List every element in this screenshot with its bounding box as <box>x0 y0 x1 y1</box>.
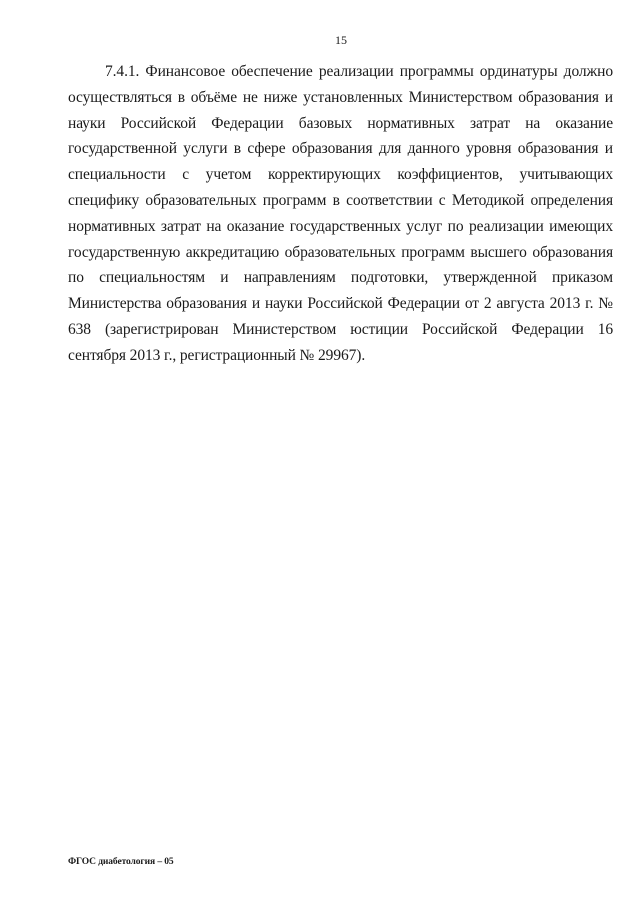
footer-label: ФГОС диабетология – 05 <box>68 857 174 867</box>
section-paragraph: 7.4.1. Финансовое обеспечение реализации программы ординатуры должно осуществляться в объёме не ниже установленных Министерством образования и науки Российской Федерации базовых нормативных затрат на оказание государственной услуги в сфере образования для данного уровня образования и специальности с учетом корректирующих коэффициентов, учитывающих специфику образовательных программ в соответствии с Методикой определения нормативных затрат на оказание государственных услуг по реализации имеющих государственную аккредитацию образовательных программ высшего образования по специальностям и направлениям подготовки, утвержденной приказом Министерства образования и науки Российской Федерации от 2 августа 2013 г. № 638 (зарегистрирован Министерством юстиции Российской Федерации 16 сентября 2013 г., регистрационный № 29967). <box>68 63 613 364</box>
page-number: 15 <box>335 33 347 47</box>
